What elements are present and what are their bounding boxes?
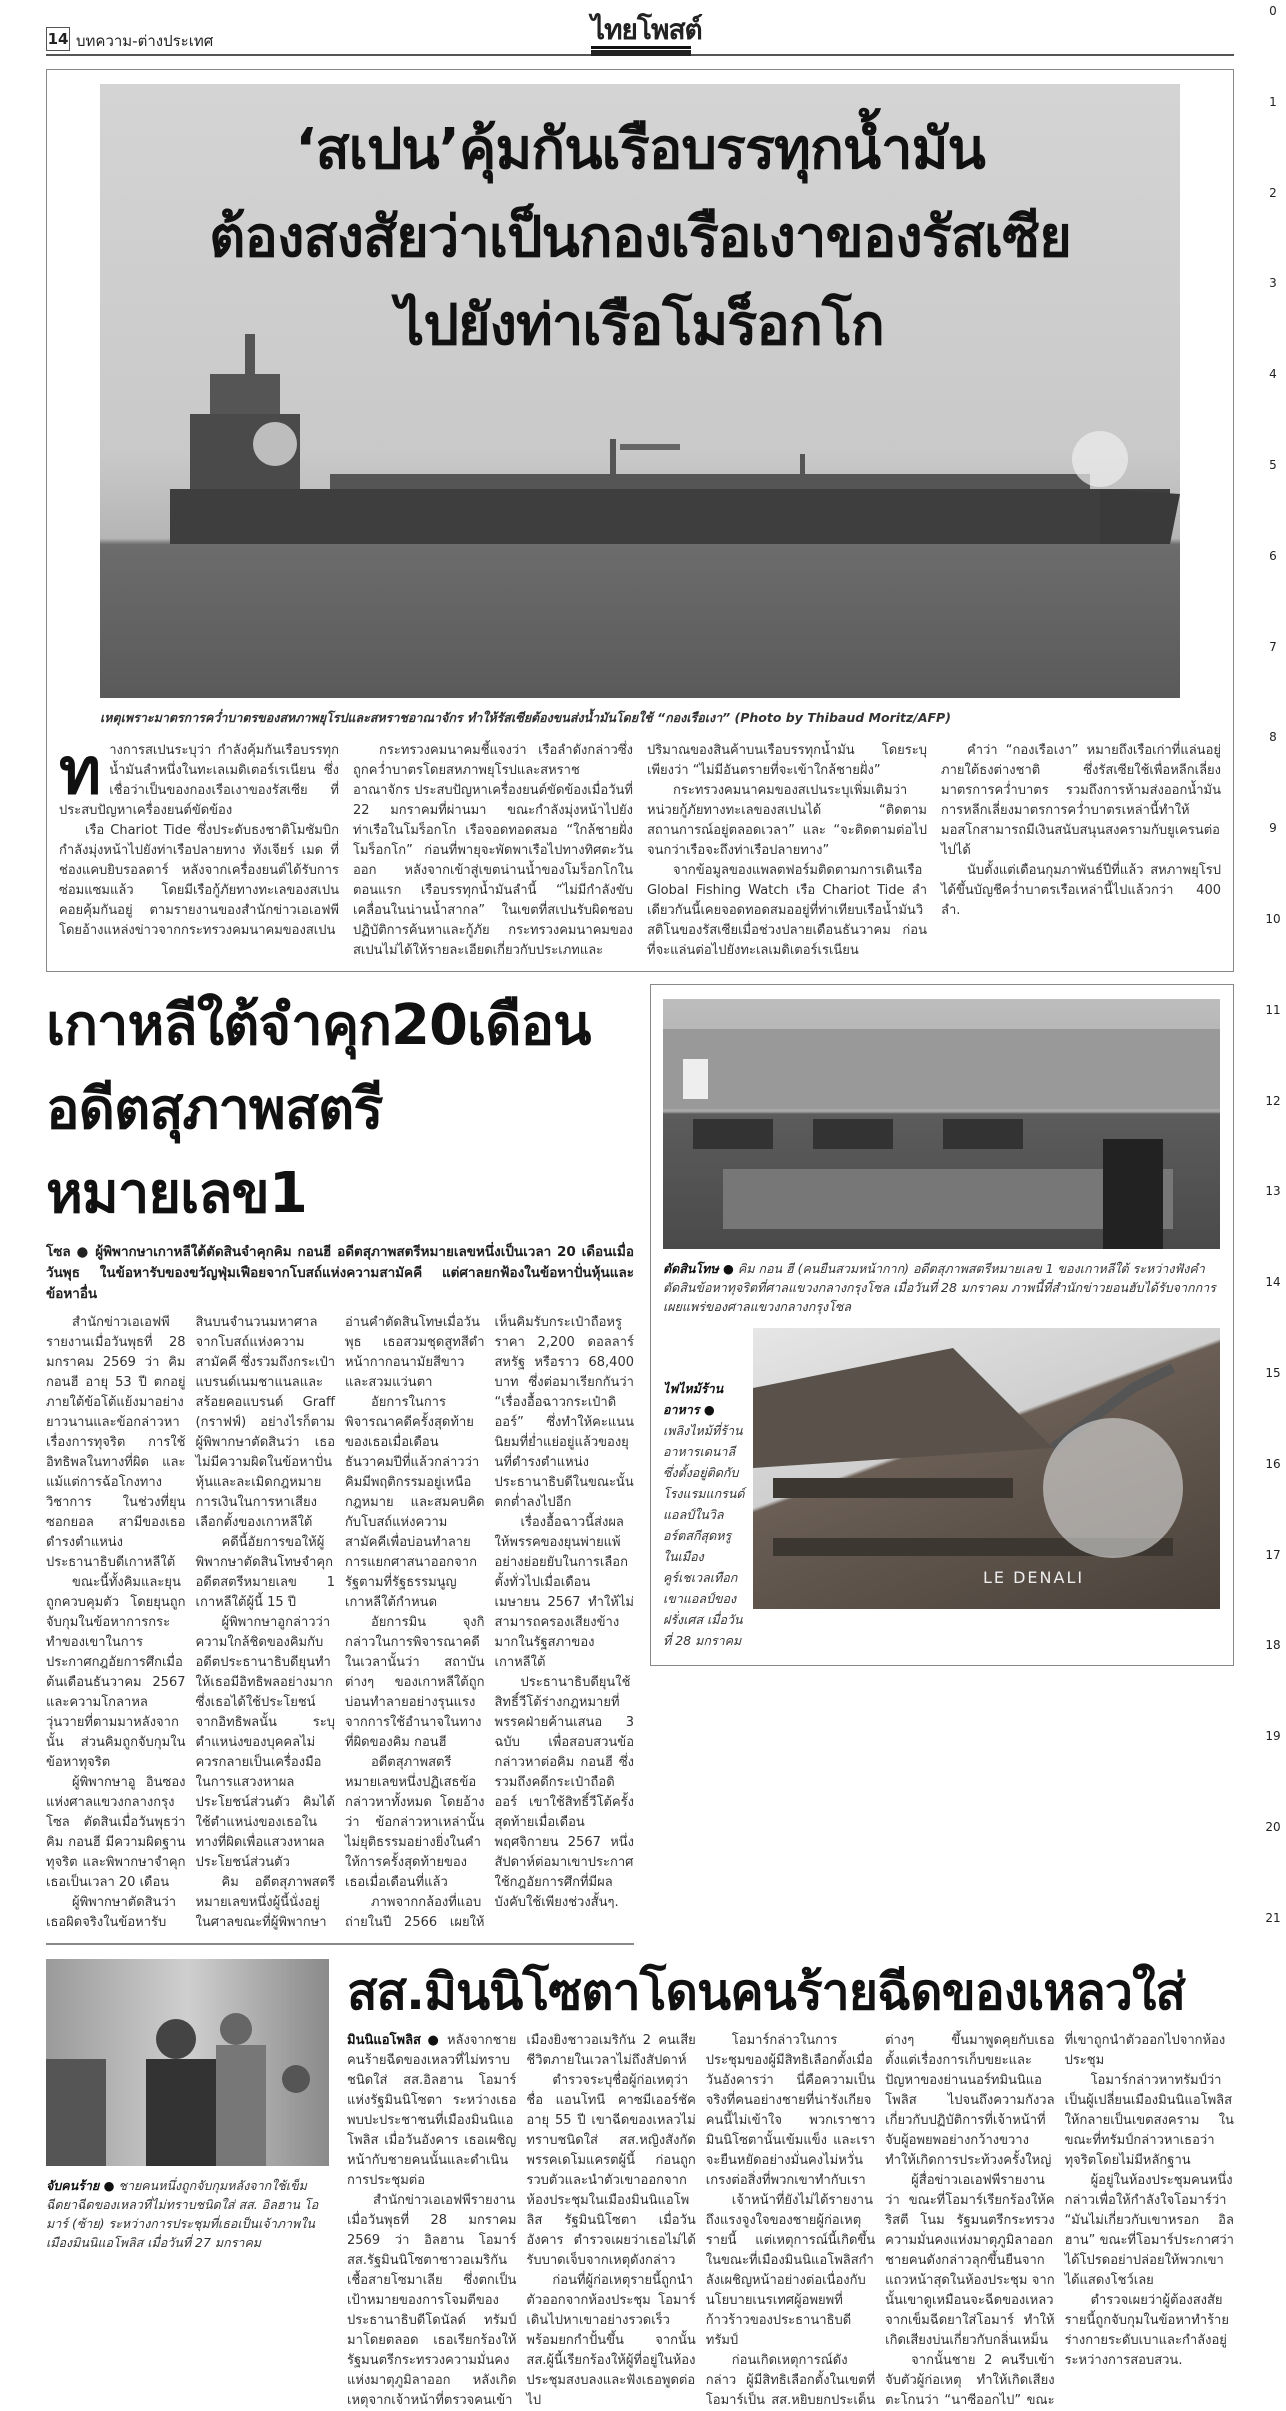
korea-headline-line-2: อดีตสุภาพสตรีหมายเลข1 — [46, 1077, 383, 1226]
article-paragraph — [647, 861, 927, 961]
article-paragraph — [46, 1773, 186, 1893]
paragraph-text: โอมาร์กล่าวหาทรัมป์ว่าเป็นผู้เปลี่ยนเมืองมินนิแอโพลิสให้กลายเป็นเขตสงคราม ในขณะที่ทรัมป์กล่าวหาเธอว่าทุจริตโดยไม่มีหลักฐาน — [1064, 2073, 1234, 2168]
restaurant-fire-photo — [753, 1328, 1220, 1609]
paragraph-text: โอมาร์กล่าวในการประชุมของผู้มีสิทธิเลือกตั้งเมื่อวันอังคารว่า นี่คือความเป็นจริงที่คนอย่างชายที่น่ารังเกียจคนนี้ไม่เข้าใจ พวกเราชาวมินนิโซตานั้นเข้มแข็ง และเราจะยืนหยัดอย่างมั่นคงไม่หวั่นเกรงต่อสิ่งที่พวกเขาทำกับเรา — [705, 2033, 876, 2188]
paragraph-text: สำนักข่าวเอเอฟพีรายงานเมื่อวันพุธที่ 28 มกราคม 2569 ว่า คิม กอนฮี อายุ 53 ปี ตกอยู่ภายใต้ข้อโต้แย้งมาอย่างยาวนานและข้อกล่าวหาเรื่องการทุจริต การใช้อิทธิพลในทางที่ผิด และแม้แต่การฉ้อโกงทางวิชาการ ในช่วงที่ยุน ซอกยอล สามีของเธอดำรงตำแหน่งประธานาธิบดีเกาหลีใต้ — [46, 1315, 186, 1570]
paragraph-text: คดีนี้อัยการขอให้ผู้พิพากษาตัดสินโทษจำคุกอดีตสตรีหมายเลข 1 เกาหลีใต้ผู้นี้ 15 ปี — [195, 1535, 335, 1610]
caption-label: ไฟไหม้ร้านอาหาร ● — [663, 1381, 724, 1417]
ruler-number: 6 — [1269, 548, 1277, 563]
courtroom-photo-caption — [663, 1259, 1221, 1316]
paragraph-text: เจ้าหน้าที่ยังไม่ได้รายงานถึงแรงจูงใจของชายผู้ก่อเหตุรายนี้ แต่เหตุการณ์นี้เกิดขึ้นในขณะที่เมืองมินนิแอโพลิสกำลังเผชิญหน้าอย่างต่อเนื่องกับนโยบายเนรเทศผู้อพยพที่ก้าวร้าวของประธานาธิบดีทรัมป์ — [705, 2193, 876, 2348]
korea-lead: โซล ● ผู้พิพากษาเกาหลีใต้ตัดสินจำคุกคิม กอนฮี อดีตสุภาพสตรีหมายเลขหนึ่งเป็นเวลา 20 เดือนเมื่อวันพุธ ในข้อหารับของขวัญฟุ่มเฟือยจากโบสถ์แห่งความสามัคคี แต่ศาลยกฟ้องในข้อหาปั่นหุ้นและข้อหาอื่น — [46, 1244, 634, 1302]
ruler-number: 14 — [1265, 1275, 1281, 1290]
korea-row — [46, 984, 1234, 1945]
drop-cap: ท — [59, 735, 102, 809]
omar-headline: สส.มินนิโซตาโดนคนร้ายฉีดของเหลวใส่ — [347, 1963, 1185, 2021]
courtroom-photo — [663, 999, 1220, 1249]
chalet-graphic — [753, 1328, 1220, 1609]
article-omar — [347, 1959, 1234, 2411]
article-paragraph — [59, 821, 339, 941]
article-paragraph — [1065, 2291, 1234, 2371]
paragraph-text: คิม อดีตสุภาพสตรีหมายเลขหนึ่งผู้นี้นั่งอยู่ในศาลขณะที่ผู้พิพากษาอ่านคำตัดสินโทษเมื่อวันพุธ เธอสวมชุดสูทสีดำ หน้ากากอนามัยสีขาวและสวมแว่นตา — [195, 1315, 485, 1930]
caption-label: จับคนร้าย ● — [46, 2178, 115, 2193]
logo-tagline-bar — [591, 50, 691, 56]
tanker-photo-caption: เหตุเพราะมาตรการคว่ำบาตรของสหภาพยุโรปและสหราชอาณาจักร ทำให้รัสเซียต้องขนส่งน้ำมันโดยใช้ “กองเรือเงา” (Photo by Thibaud Moritz/AFP) — [100, 710, 951, 725]
ruler-number: 21 — [1265, 1910, 1281, 1925]
paragraph-text: อัยการในการพิจารณาคดีครั้งสุดท้ายของเธอเมื่อเดือนธันวาคมปีที่แล้วกล่าวว่า คิมมีพฤติกรรมอยู่เหนือกฎหมาย และสมคบคิดกับโบสถ์แห่งความสามัคคีเพื่อบ่อนทำลายการแยกศาสนาออกจากรัฐตามที่รัฐธรรมนูญเกาหลีใต้กำหนด — [345, 1395, 485, 1610]
paragraph-text: อัยการมิน จุงกิ กล่าวในการพิจารณาคดีในเวลานั้นว่า สถาบันต่างๆ ของเกาหลีใต้ถูกบ่อนทำลายอย่างรุนแรงจากการใช้อำนาจในทางที่ผิดของคิม กอนฮี — [345, 1615, 485, 1750]
dateline: มินนิแอโพลิส ● — [347, 2033, 441, 2048]
ruler-number: 18 — [1265, 1638, 1281, 1653]
paragraph-text: างการสเปนระบุว่า กำลังคุ้มกันเรือบรรทุกน้ำมันลำหนึ่งในทะเลเมดิเตอร์เรเนียน ซึ่งเชื่อว่าเป็นของกองเรือเงาของรัสเซีย ที่ประสบปัญหาเครื่องยนต์ขัดข้อง — [59, 743, 339, 818]
restaurant-sign: LE DENALI — [983, 1568, 1085, 1587]
ruler-number: 3 — [1269, 276, 1277, 291]
paragraph-text: จากข้อมูลของแพลตฟอร์มติดตามการเดินเรือ Global Fishing Watch เรือ Chariot Tide ลำเดียวกันนี้เคยจอดทอดสมออยู่ที่ท่าเทียบเรือน้ำมันวิสติโนของรัสเซียเมื่อช่วงปลายเดือนธันวาคม ก่อนที่จะแล่นต่อไปยังทะเลเมดิเตอร์เรเนียน — [647, 863, 927, 958]
paragraph-text: ตำรวจเผยว่าผู้ต้องสงสัยรายนี้ถูกจับกุมในข้อหาทำร้ายร่างกายระดับเบาและกำลังอยู่ระหว่างการสอบสวน. — [1064, 2293, 1229, 2368]
article-paragraph — [885, 2171, 1054, 2351]
ruler-number: 17 — [1265, 1547, 1281, 1562]
paragraph-text: ผู้สื่อข่าวเอเอฟพีรายงานว่า ขณะที่โอมาร์เรียกร้องให้คริสตี โนม รัฐมนตรีกระทรวงความมั่นคงแห่งมาตุภูมิลาออก ชายคนดังกล่าวลุกขึ้นยืนจากแถวหน้าสุดในห้องประชุม จากนั้นเขาดูเหมือนจะฉีดของเหลวจากเข็มฉีดยาใส่โอมาร์ ทำให้เกิดเสียงบ่นเกี่ยวกับกลิ่นเหม็น — [885, 2173, 1055, 2348]
arrest-scene-graphic — [46, 1959, 329, 2166]
paragraph-text: ก่อนที่ผู้ก่อเหตุรายนี้ถูกนำตัวออกจากห้องประชุม โอมาร์เดินไปหาเขาอย่างรวดเร็วพร้อมยกกำปั้นขึ้น จากนั้น สส.ผู้นี้เรียกร้องให้ผู้ที่อยู่ในห้องประชุมสงบลงและฟังเธอพูดต่อไป — [526, 2273, 696, 2408]
paragraph-text: ประธานาธิบดียุนใช้สิทธิ์วีโต้ร่างกฎหมายที่พรรคฝ่ายค้านเสนอ 3 ฉบับ เพื่อสอบสวนข้อกล่าวหาต่อคิม กอนฮี ซึ่งรวมถึงคดีกระเป๋าถือดิออร์ เขาใช้สิทธิ์วีโต้ครั้งสุดท้ายเมื่อเดือนพฤศจิกายน 2567 หนึ่งสัปดาห์ต่อมาเขาประกาศใช้กฎอัยการศึกที่มีผลบังคับใช้เพียงช่วงสั้นๆ. — [494, 1675, 634, 1910]
ruler-number: 0 — [1269, 4, 1277, 18]
ruler-number: 16 — [1265, 1456, 1281, 1471]
ruler-number: 9 — [1269, 821, 1277, 836]
article-paragraph — [526, 2271, 695, 2411]
article-korea — [46, 984, 634, 1945]
ruler-number: 11 — [1265, 1002, 1281, 1017]
spain-article-body — [59, 735, 1221, 961]
korea-article-body — [46, 1313, 634, 1933]
article-paragraph — [345, 1753, 485, 1893]
article-paragraph — [46, 1313, 186, 1573]
page-header — [46, 14, 1234, 56]
paragraph-text: เรือ Chariot Tide ซึ่งประดับธงชาติโมซัมบิก กำลังมุ่งหน้าไปยังท่าเรือปลายทาง ทังเจียร์ เมด ที่ช่องแคบยิบรอลตาร์ หลังจากเครื่องยนต์ได้รับการซ่อมแซมแล้ว โดยมีเรือกู้ภัยทางทะเลของสเปนคอยคุ้มกันอยู่ ตามรายงานของสำนักข่าวเอเอฟพี โดยอ้างแหล่งข่าวจากกระทรวงคมนาคมของสเปน — [59, 823, 339, 938]
ruler-number: 1 — [1269, 94, 1277, 109]
omar-article-body — [347, 2031, 1234, 2411]
ruler-number: 4 — [1269, 367, 1277, 382]
caption-text: เพลิงไหม้ที่ร้านอาหารเดนาลี ซึ่งตั้งอยู่ติดกับโรงแรมแกรนด์แอลป์ในวิลอร์ตสกีสุดหรูในเมืองคูร์เชเวลเทือกเขาแอลป์ของฝรั่งเศส เมื่อวันที่ 28 มกราคม — [663, 1423, 745, 1648]
article-paragraph — [526, 2071, 695, 2271]
paragraph-text: นับตั้งแต่เดือนกุมภาพันธ์ปีที่แล้ว สหภาพยุโรปได้ขึ้นบัญชีคว่ำบาตรเรือเหล่านี้ไปแล้วกว่า 400 ลำ. — [941, 863, 1221, 918]
ruler-number: 20 — [1265, 1820, 1281, 1834]
paragraph-text: อดีตสุภาพสตรีหมายเลขหนึ่งปฏิเสธข้อกล่าวหาทั้งหมด โดยอ้างว่า ข้อกล่าวหาเหล่านั้นไม่ยุติธรรมอย่างยิ่งในคำให้การครั้งสุดท้ายของเธอเมื่อเดือนที่แล้ว — [345, 1755, 485, 1890]
paragraph-text: ผู้พิพากษาอู อินซอง แห่งศาลแขวงกลางกรุงโซล ตัดสินเมื่อวันพุธว่า คิม กอนฮี มีความผิดฐานทุจริต และพิพากษาจำคุกเธอเป็นเวลา 20 เดือน — [46, 1775, 186, 1890]
article-paragraph — [706, 2031, 875, 2191]
paragraph-text: ผู้พิพากษาตัดสินว่าเธอผิดจริงในข้อหารับสินบนจำนวนมหาศาลจากโบสถ์แห่งความสามัคคี ซึ่งรวมถึงกระเป๋าแบรนด์เนมชาแนลและสร้อยคอแบรนด์ Graff (กราฟฟ์) อย่างไรก็ตาม ผู้พิพากษาตัดสินว่า เธอไม่มีความผิดในข้อหาปั่นหุ้นและละเมิดกฎหมายการเงินในการหาเสียงเลือกตั้งของเกาหลีใต้ — [46, 1315, 335, 1930]
ruler-number: 10 — [1265, 912, 1281, 926]
article-spain — [46, 69, 1234, 972]
ruler-number: 5 — [1269, 458, 1277, 472]
ruler-number: 12 — [1265, 1093, 1281, 1108]
page-number: 14 — [46, 27, 70, 51]
omar-photo-caption — [46, 2176, 331, 2252]
article-paragraph — [495, 1673, 635, 1913]
article-paragraph — [345, 1613, 485, 1753]
newspaper-page — [46, 0, 1234, 2411]
ruler-number: 2 — [1269, 185, 1277, 200]
article-paragraph — [647, 781, 927, 861]
courtroom-graphic — [663, 999, 1220, 1249]
korea-headline-line-1: เกาหลีใต้จำคุก20เดือน — [46, 993, 591, 1058]
tanker-photo — [100, 84, 1180, 698]
ruler-number: 19 — [1265, 1729, 1281, 1744]
logo-text: ไทยโพสต์ — [591, 14, 691, 49]
ruler-number: 15 — [1265, 1366, 1281, 1380]
caption-label: ตัดสินโทษ ● — [663, 1261, 734, 1276]
paragraph-text: สำนักข่าวเอเอฟพีรายงานเมื่อวันพุธที่ 28 มกราคม 2569 ว่า อิลฮาน โอมาร์ สส.รัฐมินนิโซตาชาวอเมริกันเชื้อสายโซมาเลีย ซึ่งตกเป็นเป้าหมายของการโจมตีของประธานาธิบดีโดนัลด์ ทรัมป์มาโดยตลอด เธอเรียกร้องให้รัฐมนตรีกระทรวงความมั่นคงแห่งมาตุภูมิลาออก หลังเกิดเหตุจากเจ้าหน้าที่ตรวจคนเข้าเมืองยิงชาวอเมริกัน 2 คนเสียชีวิตภายในเวลาไม่ถึงสัปดาห์ — [347, 2033, 696, 2408]
omar-photo — [46, 1959, 329, 2166]
spain-headline-line-2: ต้องสงสัยว่าเป็นกองเรือเงาของรัสเซีย — [209, 205, 1071, 270]
paragraph-text: เรื่องอื้อฉาวนี้ส่งผลให้พรรคของยุนพ่ายแพ้อย่างย่อยยับในการเลือกตั้งทั่วไปเมื่อเดือนเมษายน 2567 ทำให้ไม่สามารถครองเสียงข้างมากในรัฐสภาของเกาหลีใต้ — [494, 1515, 634, 1670]
article-paragraph — [1065, 2171, 1234, 2291]
paragraph-text: ผู้อยู่ในห้องประชุมคนหนึ่งกล่าวเพื่อให้กำลังใจโอมาร์ว่า “มันไม่เกี่ยวกับเขาหรอก อิลฮาน” ขณะที่โอมาร์ประกาศว่าได้โปรดอย่าปล่อยให้พวกเขาได้แสดงโชว์เลย — [1064, 2173, 1234, 2288]
article-paragraph — [941, 861, 1221, 921]
paragraph-text: หลังจากชายคนร้ายฉีดของเหลวที่ไม่ทราบชนิดใส่ สส.อิลฮาน โอมาร์ แห่งรัฐมินนิโซตา ระหว่างเธอพบปะประชาชนที่เมืองมินนิแอโพลิส เมื่อวันอังคาร เธอเผชิญหน้ากับชายคนนั้นและดำเนินการประชุมต่อ — [347, 2033, 517, 2188]
article-paragraph — [706, 2191, 875, 2351]
article-paragraph — [196, 1533, 336, 1613]
fire-photo-row — [663, 1328, 1221, 1651]
article-paragraph — [46, 1573, 186, 1773]
ruler-number: 13 — [1265, 1184, 1281, 1199]
article-paragraph — [347, 2031, 516, 2191]
ruler-number: 8 — [1269, 730, 1277, 745]
article-paragraph — [345, 1393, 485, 1613]
paragraph-text: คำว่า “กองเรือเงา” หมายถึงเรือเก่าที่แล่นอยู่ภายใต้ธงต่างชาติ ซึ่งรัสเซียใช้เพื่อหลีกเลี่ยงมาตรการคว่ำบาตร รวมถึงการห้ามส่งออกน้ำมัน การหลีกเลี่ยงมาตรการคว่ำบาตรเหล่านี้ทำให้มอสโกสามารถมีเงินสนับสนุนสงครามกับยูเครนต่อไปได้ — [941, 743, 1221, 858]
paragraph-text: ตำรวจระบุชื่อผู้ก่อเหตุว่า ชื่อ แอนโทนี คาซมีเออร์ชัค อายุ 55 ปี เขาฉีดของเหลวไม่ทราบชนิดใส่ สส.หญิงสังกัดพรรคเดโมแครตผู้นี้ ก่อนถูกรวบตัวและนำตัวเขาออกจากห้องประชุมในเมืองมินนิแอโพลิส รัฐมินนิโซตา เมื่อวันอังคาร ตำรวจเผยว่าเธอไม่ได้รับบาดเจ็บจากเหตุดังกล่าว — [526, 2073, 696, 2268]
paragraph-text: ภาพจากกล้องที่แอบถ่ายในปี 2566 เผยให้เห็นคิมรับกระเป๋าถือหรูราคา 2,200 ดอลลาร์สหรัฐ หรือราว 68,400 บาท ซึ่งต่อมาเรียกกันว่า “เรื่องอื้อฉาวกระเป๋าดิออร์” ซึ่งทำให้คะแนนนิยมที่ย่ำแย่อยู่แล้วของยุนที่ดำรงตำแหน่งประธานาธิบดีในขณะนั้นตกต่ำลงไปอีก — [345, 1315, 634, 1930]
photo-panel — [650, 984, 1234, 1666]
caption-text: ชายคนหนึ่งถูกจับกุมหลังจากใช้เข็มฉีดยาฉีดของเหลวที่ไม่ทราบชนิดใส่ สส. อิลฮาน โอมาร์ (ซ้าย) ระหว่างการประชุมที่เธอเป็นเจ้าภาพในเมืองมินนิแอโพลิส เมื่อวันที่ 27 มกราคม — [46, 2178, 319, 2250]
omar-row — [46, 1959, 1234, 2411]
paragraph-text: จากนั้นชาย 2 คนรีบเข้าจับตัวผู้ก่อเหตุ ทำให้เกิดเสียงตะโกนว่า “นาซีออกไป” ขณะที่เขาถูกนำตัวออกไปจากห้องประชุม — [885, 2033, 1226, 2408]
caption-text: คิม กอน ฮี (คนยืนสวมหน้ากาก) อดีตสุภาพสตรีหมายเลข 1 ของเกาหลีใต้ ระหว่างฟังคำตัดสินข้อหาทุจริตที่ศาลแขวงกลางกรุงโซล เมื่อวันที่ 28 มกราคม ภาพนี้ที่สำนักข่าวยอนฮับได้รับจากการเผยแพร่ของศาลแขวงกลางกรุงโซล — [663, 1261, 1216, 1314]
paragraph-text: ก่อนเกิดเหตุการณ์ดังกล่าว ผู้มีสิทธิเลือกตั้งในเขตที่โอมาร์เป็น สส.หยิบยกประเด็นต่างๆ ขึ้นมาพูดคุยกับเธอ ตั้งแต่เรื่องการเก็บขยะและปัญหาของย่านนอร์ทมินนิแอโพลิส ไปจนถึงความกังวลเกี่ยวกับปฏิบัติการที่เจ้าหน้าที่จับผู้อพยพอย่างกว้างขวางทำให้เกิดการประท้วงครั้งใหญ่ — [705, 2033, 1055, 2408]
paragraph-text: กระทรวงคมนาคมชี้แจงว่า เรือลำดังกล่าวซึ่งถูกคว่ำบาตรโดยสหภาพยุโรปและสหราชอาณาจักร ประสบปัญหาเครื่องยนต์ขัดข้องเมื่อวันที่ 22 มกราคมที่ผ่านมา ขณะกำลังมุ่งหน้าไปยังท่าเรือในโมร็อกโก เรือจอดทอดสมอ “ใกล้ชายฝั่งโมร็อกโก” ก่อนที่พายุจะพัดพาเรือไปทางทิศตะวันออก หลังจากเข้าสู่เขตน่านน้ำของโมร็อกโกในตอนแรก เรือบรรทุกน้ำมันลำนี้ “ไม่มีกำลังขับเคลื่อนในน่านน้ำสากล” ในเขตที่สเปนรับผิดชอบปฏิบัติการค้นหาและกู้ภัย กระทรวงคมนาคมของสเปนไม่ได้ให้รายละเอียดเกี่ยวกับประเภทและปริมาณของสินค้าบนเรือบรรทุกน้ำมัน โดยระบุเพียงว่า “ไม่มีอันตรายที่จะเข้าใกล้ชายฝั่ง” — [353, 743, 927, 958]
fire-photo-caption — [663, 1328, 745, 1651]
spain-headline-line-1: ‘สเปน’คุ้มกันเรือบรรทุกน้ำมัน — [295, 117, 985, 182]
article-paragraph — [196, 1613, 336, 1873]
paragraph-text: กระทรวงคมนาคมของสเปนระบุเพิ่มเติมว่า หน่วยกู้ภัยทางทะเลของสเปนได้ “ติดตามสถานการณ์อยู่ตลอดเวลา” และ “จะติดตามต่อไปจนกว่าเรือจะถึงท่าเรือปลายทาง” — [647, 783, 927, 858]
article-paragraph — [495, 1513, 635, 1673]
spain-headline-line-3: ไปยังท่าเรือโมร็อกโก — [396, 293, 884, 358]
ruler-number: 7 — [1269, 639, 1277, 654]
section-title: บทความ-ต่างประเทศ — [76, 32, 214, 50]
paragraph-text: ขณะนี้ทั้งคิมและยุนถูกควบคุมตัว โดยยุนถูกจับกุมในข้อหาการกระทำของเขาในการประกาศกฎอัยการศึกเมื่อต้นเดือนธันวาคม 2567 และความโกลาหลวุ่นวายที่ตามมาหลังจากนั้น ส่วนคิมถูกจับกุมในข้อหาทุจริต — [46, 1575, 186, 1770]
article-paragraph — [1065, 2071, 1234, 2171]
spain-headline — [100, 106, 1180, 370]
newspaper-logo — [591, 13, 702, 56]
omar-photo-column — [46, 1959, 331, 2252]
paragraph-text: ผู้พิพากษาอูกล่าวว่า ความใกล้ชิดของคิมกับอดีตประธานาธิบดียุนทำให้เธอมีอิทธิพลอย่างมาก ซึ่งเธอได้ใช้ประโยชน์จากอิทธิพลนั้น ระบุตำแหน่งของบุคคลไม่ควรกลายเป็นเครื่องมือในการแสวงหาผลประโยชน์ส่วนตัว คิมได้ใช้ตำแหน่งของเธอในทางที่ผิดเพื่อแสวงหาผลประโยชน์ส่วนตัว — [195, 1615, 335, 1870]
article-paragraph — [941, 741, 1221, 861]
